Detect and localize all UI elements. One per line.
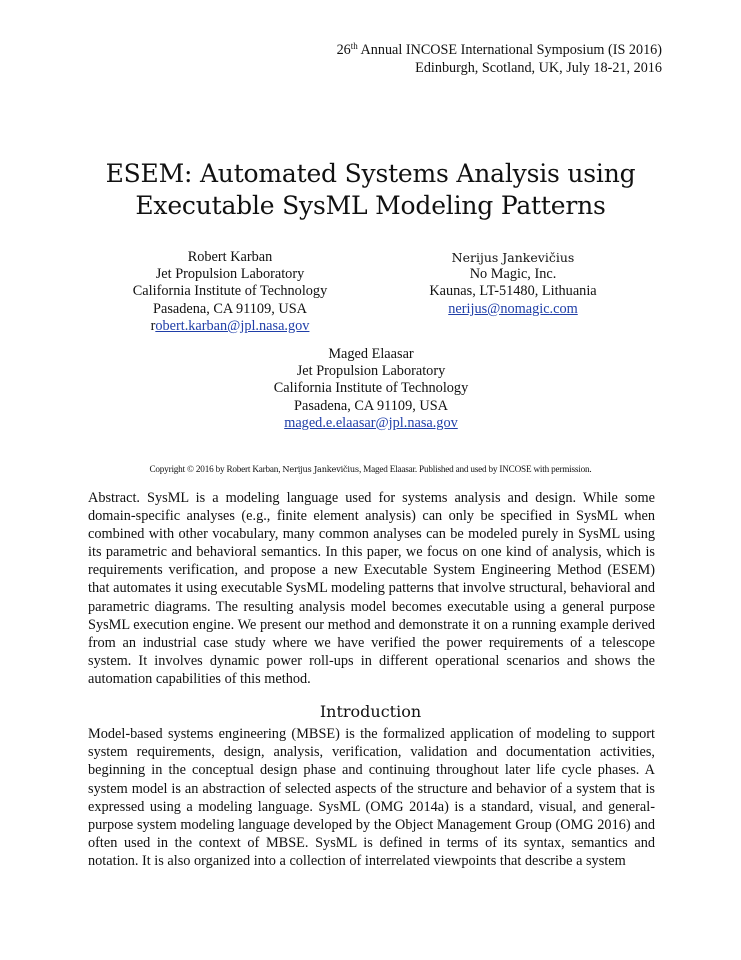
- author-institution: California Institute of Technology: [273, 380, 469, 397]
- email-prefix: r: [150, 317, 156, 334]
- edition-suffix: th: [350, 41, 358, 51]
- author-block: [395, 249, 631, 318]
- abstract-paragraph: [88, 489, 655, 688]
- conference-line: [337, 42, 662, 60]
- author-email-link[interactable]: nerijus@nomagic.com: [448, 300, 578, 317]
- author-email-line: [251, 415, 491, 432]
- section-heading-introduction: Introduction: [319, 702, 422, 721]
- conference-location: Edinburgh, Scotland, UK, July 18-21, 2016: [415, 59, 662, 76]
- author-email-link[interactable]: obert.karban@jpl.nasa.gov: [155, 317, 310, 334]
- author-affiliation: Jet Propulsion Laboratory: [296, 363, 446, 380]
- edition-number: 26: [336, 42, 351, 58]
- copyright-author-name: Nerijus Jankevičius: [282, 464, 359, 474]
- author-block: [251, 346, 491, 432]
- author-block: [110, 249, 350, 335]
- introduction-paragraph: Model-based systems engineering (MBSE) is the formalized application of modeling to support system requirements, design, analysis, verification, validation and documentation activities, beginning in the conceptual design phase and continuing throughout later life cycle phases. A system model is an abstraction of selected aspects of the structure and behavior of a system that is expressed using a modeling language. SysML (OMG 2014a) is a standard, visual, and general-purpose system modeling language developed by the Object Management Group (OMG 2016) and often used in the context of MBSE. SysML is defined in terms of its syntax, semantics and notation. It is also organized into a collection of interrelated viewpoints that describe a system: [88, 726, 655, 870]
- author-affiliation: No Magic, Inc.: [469, 266, 557, 283]
- conference-name: Annual INCOSE International Symposium (IS 2016): [360, 42, 662, 58]
- abstract-label: Abstract.: [88, 490, 141, 506]
- author-email-line: [110, 318, 350, 335]
- abstract-text: SysML is a modeling language used for systems analysis and design. While some domain-specific analyses (e.g., finite element analysis) can only be specified in SysML when combined with other vocabulary, many common analyses can be modeled purely in SysML using its parametric and behavioral semantics. In this paper, we focus on one kind of analysis, which is requirements verification, and propose a new Executable System Engineering Method (ESEM) that automates it using executable SysML modeling patterns that involve structural, behavioral and parametric diagrams. The resulting analysis model becomes executable using a general purpose SysML execution engine. We present our method and demonstrate it on a running example derived from an industrial case study where we have verified the power requirements of a telescope system. It involves dynamic power roll-ups in different operational scenarios and shows the automation capabilities of this method.: [88, 490, 655, 687]
- author-name: Nerijus Jankevičius: [451, 250, 575, 265]
- title-line-2: Executable SysML Modeling Patterns: [135, 190, 606, 220]
- paper-title: [0, 158, 741, 222]
- author-affiliation: Jet Propulsion Laboratory: [155, 266, 305, 283]
- author-institution: California Institute of Technology: [132, 283, 328, 300]
- title-line-1: ESEM: Automated Systems Analysis using: [105, 158, 636, 188]
- copyright-prefix: Copyright © 2016 by Robert Karban,: [149, 464, 283, 474]
- author-email-link[interactable]: maged.e.elaasar@jpl.nasa.gov: [284, 414, 458, 431]
- author-address: Pasadena, CA 91109, USA: [153, 300, 307, 317]
- author-name: Maged Elaasar: [328, 346, 414, 362]
- author-name: Robert Karban: [187, 249, 273, 265]
- author-email-line: [395, 301, 631, 318]
- conference-header: [337, 42, 662, 77]
- copyright-notice: [0, 463, 741, 475]
- author-address: Kaunas, LT-51480, Lithuania: [429, 283, 597, 300]
- author-address: Pasadena, CA 91109, USA: [294, 397, 448, 414]
- copyright-suffix: , Maged Elaasar. Published and used by INCOSE with permission.: [358, 464, 592, 474]
